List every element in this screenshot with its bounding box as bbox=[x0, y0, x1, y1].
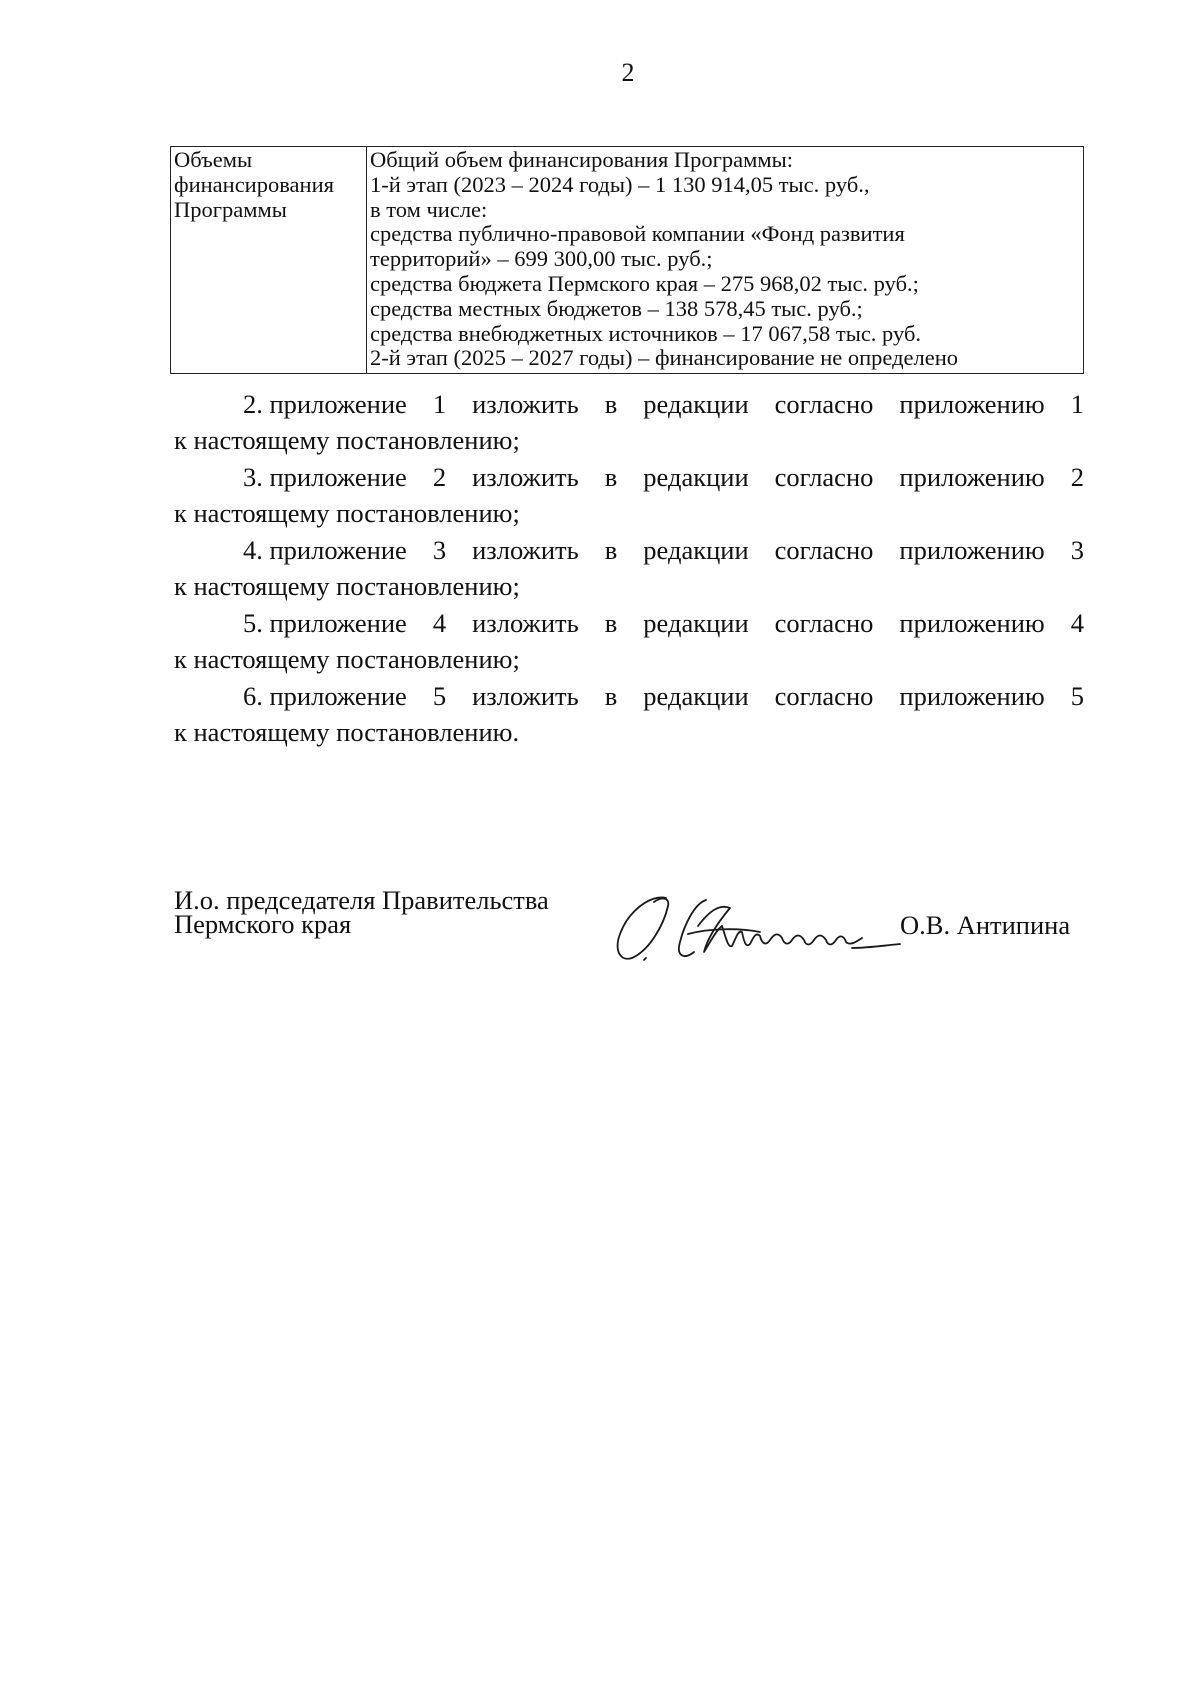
item-word: изложить bbox=[472, 461, 579, 492]
item-word: в bbox=[604, 534, 618, 565]
content-line: 1-й этап (2023 – 2024 годы) – 1 130 914,05 тыс. руб., bbox=[370, 171, 870, 197]
content-line: 2-й этап (2025 – 2027 годы) – финансирование не определено bbox=[370, 345, 959, 371]
content-line: территорий» – 699 300,00 тыс. руб.; bbox=[370, 246, 713, 272]
item-continuation: к настоящему постановлению; bbox=[174, 425, 520, 456]
item-word: редакции bbox=[643, 389, 749, 419]
amendment-item bbox=[174, 459, 1084, 532]
item-word: приложению bbox=[899, 680, 1045, 711]
amendment-item bbox=[174, 386, 1084, 459]
financing-table bbox=[170, 146, 1084, 374]
item-word: согласно bbox=[774, 389, 874, 419]
item-first-line bbox=[174, 532, 1084, 568]
content-line: Общий объем финансирования Программы: bbox=[370, 147, 793, 172]
amendment-items bbox=[174, 386, 1084, 750]
amendment-item bbox=[174, 605, 1084, 678]
item-word: 2 bbox=[1070, 461, 1084, 492]
item-word: 6. приложение bbox=[243, 680, 407, 711]
item-word: изложить bbox=[472, 389, 579, 419]
item-continuation: к настоящему постановлению. bbox=[174, 716, 520, 747]
item-word: согласно bbox=[774, 534, 874, 565]
item-word: 3 bbox=[432, 534, 447, 565]
item-first-line bbox=[174, 605, 1084, 641]
item-word: 4 bbox=[432, 607, 447, 638]
content-line: средства бюджета Пермского края – 275 968,02 тыс. руб.; bbox=[370, 270, 919, 296]
item-word: согласно bbox=[774, 680, 874, 711]
page-number: 2 bbox=[621, 58, 635, 87]
content-line: в том числе: bbox=[370, 196, 488, 222]
table-label-cell bbox=[171, 147, 367, 374]
table-content-cell bbox=[367, 147, 1084, 374]
content-line: средства публично-правовой компании «Фонд развития bbox=[370, 221, 905, 247]
item-first-line bbox=[174, 459, 1084, 495]
item-word: 3. приложение bbox=[243, 461, 407, 492]
item-continuation: к настоящему постановлению; bbox=[174, 643, 520, 674]
content-line: средства внебюджетных источников – 17 067,58 тыс. руб. bbox=[370, 320, 922, 346]
label-line: Программы bbox=[174, 196, 287, 222]
item-word: приложению bbox=[899, 389, 1045, 419]
item-first-line bbox=[174, 678, 1084, 714]
amendment-item bbox=[174, 678, 1084, 751]
item-word: в bbox=[604, 461, 618, 492]
content-line: средства местных бюджетов – 138 578,45 тыс. руб.; bbox=[370, 295, 863, 321]
signer-title bbox=[174, 885, 549, 939]
item-word: 2 bbox=[432, 461, 447, 492]
item-word: в bbox=[604, 389, 618, 419]
item-word: редакции bbox=[643, 461, 749, 492]
signer-title-line: И.о. председателя Правительства bbox=[174, 885, 549, 915]
item-word: согласно bbox=[774, 461, 874, 492]
item-word: редакции bbox=[643, 607, 749, 638]
item-word: приложению bbox=[899, 534, 1045, 565]
item-word: 1 bbox=[432, 389, 447, 419]
item-word: в bbox=[604, 680, 618, 711]
item-word: изложить bbox=[472, 607, 579, 638]
handwritten-signature bbox=[610, 890, 902, 964]
item-word: приложению bbox=[899, 461, 1045, 492]
item-word: приложению bbox=[899, 607, 1045, 638]
item-word: 5. приложение bbox=[243, 607, 407, 638]
item-word: редакции bbox=[643, 534, 749, 565]
label-line: финансирования bbox=[174, 171, 334, 197]
item-word: изложить bbox=[472, 534, 579, 565]
item-word: согласно bbox=[774, 607, 874, 638]
item-first-line bbox=[174, 386, 1084, 422]
item-word: 4. приложение bbox=[243, 534, 407, 565]
item-word: 5 bbox=[432, 680, 447, 711]
item-word: 1 bbox=[1070, 389, 1084, 419]
table-row bbox=[171, 147, 1084, 374]
item-word: 4 bbox=[1070, 607, 1084, 638]
item-word: в bbox=[604, 607, 618, 638]
item-word: 3 bbox=[1070, 534, 1084, 565]
amendment-item bbox=[174, 532, 1084, 605]
label-line: Объемы bbox=[174, 147, 253, 172]
item-word: изложить bbox=[472, 680, 579, 711]
item-word: 2. приложение bbox=[243, 389, 407, 419]
signer-title-line: Пермского края bbox=[174, 909, 352, 939]
item-word: редакции bbox=[643, 680, 749, 711]
item-continuation: к настоящему постановлению; bbox=[174, 498, 520, 529]
item-continuation: к настоящему постановлению; bbox=[174, 571, 520, 602]
signer-name: О.В. Антипина bbox=[900, 910, 1071, 940]
item-word: 5 bbox=[1070, 680, 1084, 711]
